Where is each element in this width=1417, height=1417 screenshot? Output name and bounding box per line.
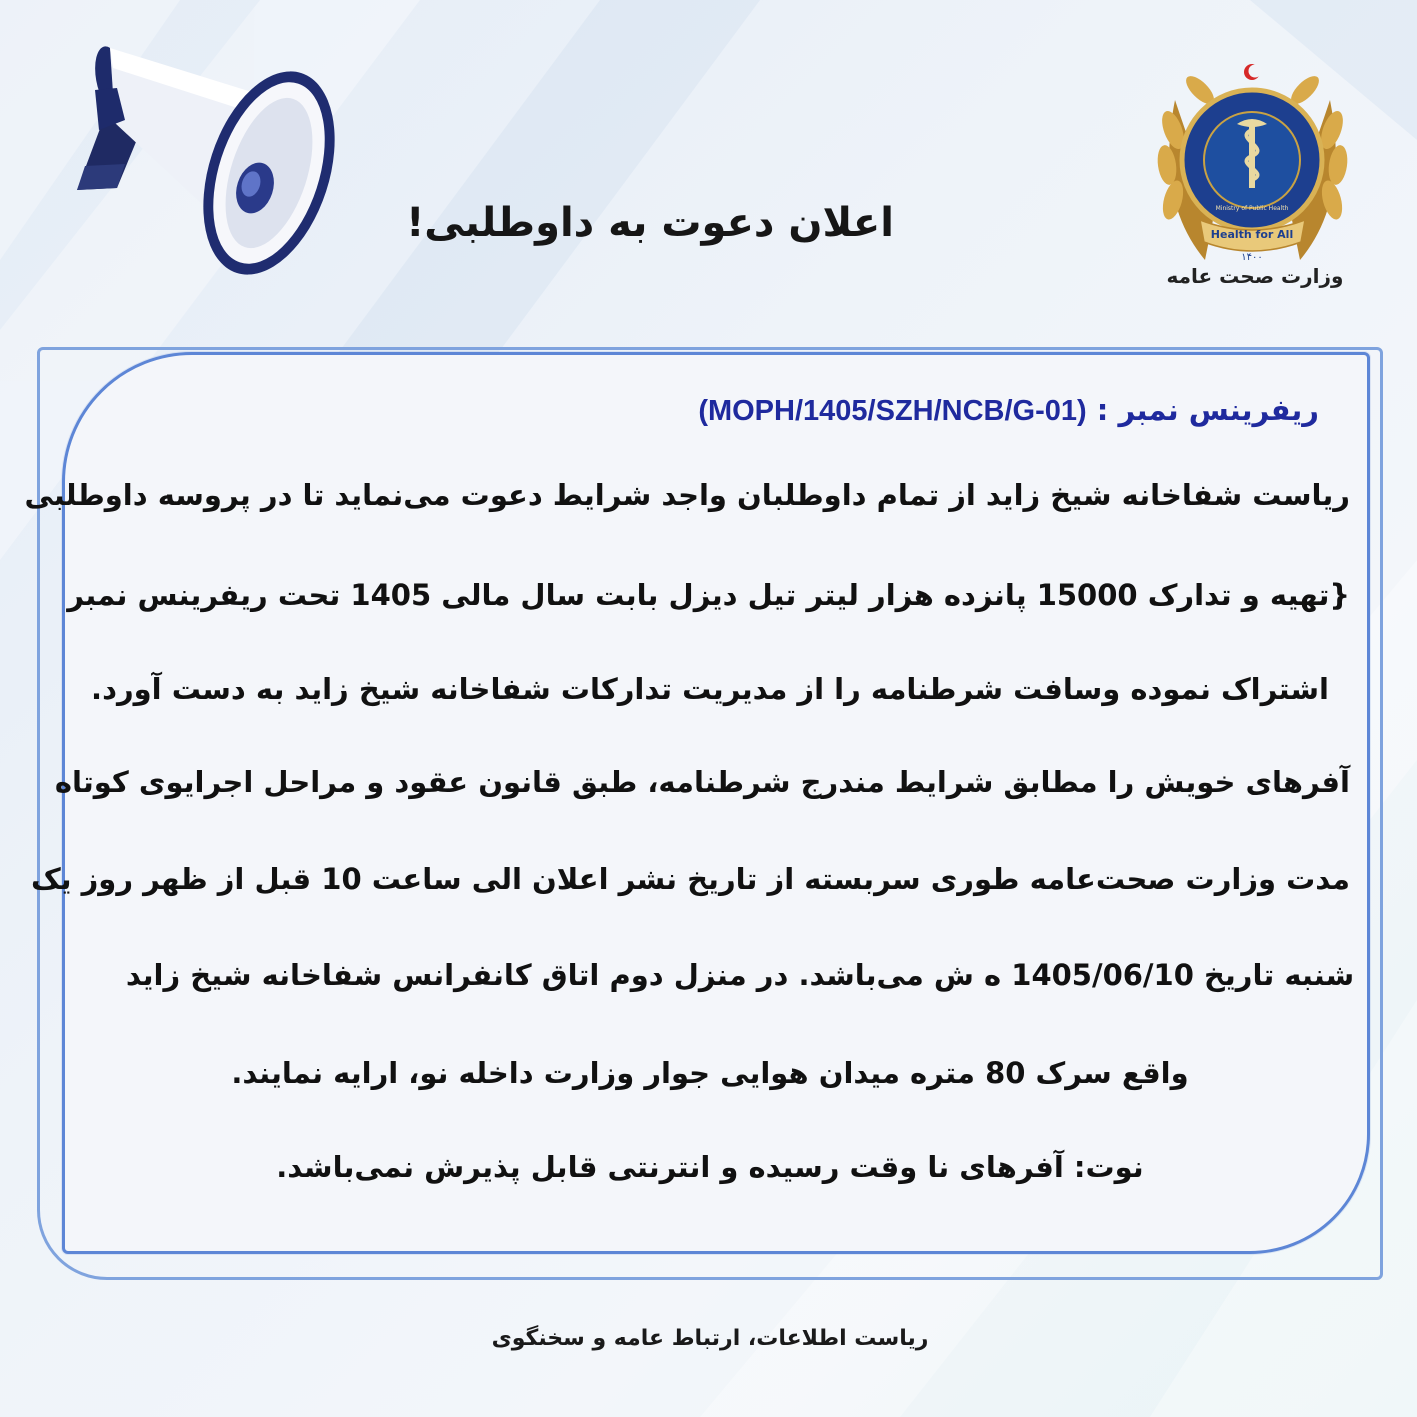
logo-year: ۱۴۰۰	[1241, 252, 1263, 263]
logo-ministry-en: Ministry of Public Health	[1215, 205, 1289, 212]
notice-note: نوت: آفرهای نا وقت رسیده و انترنتی قابل پذیرش نمی‌باشد.	[276, 1150, 1144, 1184]
notice-line-7: واقع سرک 80 متره میدان هوایی جوار وزارت داخله نو، ارایه نمایند.	[231, 1056, 1189, 1090]
ministry-label: وزارت صحت عامه	[1166, 264, 1344, 288]
notice-line-6: شنبه تاریخ 1405/06/10 ه ش می‌باشد. در منزل دوم اتاق کانفرانس شفاخانه شیخ زاید	[125, 958, 1355, 992]
reference-line	[698, 393, 1319, 428]
ministry-emblem-icon	[1145, 60, 1360, 275]
notice-line-4: آفرهای خویش را مطابق شرایط مندرج شرطنامه، طبق قانون عقود و مراحل اجرایوی کوتاه	[54, 765, 1350, 799]
page-title: اعلان دعوت به داوطلبی!	[406, 200, 894, 246]
notice-line-5: مدت وزارت صحت‌عامه طوری سربسته از تاریخ نشر اعلان الی ساعت 10 قبل از ظهر روز یک	[30, 862, 1350, 896]
notice-line-2: {تهیه و تدارک 15000 پانزده هزار لیتر تیل دیزل بابت سال مالی 1405 تحت ریفرینس نمبر	[67, 578, 1350, 612]
logo-motto: Health for All	[1210, 228, 1294, 241]
reference-code: (MOPH/1405/SZH/NCB/G-01)	[698, 395, 1087, 427]
notice-line-1: ریاست شفاخانه شیخ زاید از تمام داوطلبان واجد شرایط دعوت می‌نماید تا در پروسه داوطلبی	[24, 478, 1350, 512]
footer-department: ریاست اطلاعات، ارتباط عامه و سخنگوی	[491, 1326, 929, 1351]
notice-line-3: اشتراک نموده وسافت شرطنامه را از مدیریت تدارکات شفاخانه شیخ زاید به دست آورد.	[91, 672, 1329, 706]
megaphone-icon	[55, 38, 345, 288]
reference-label: ریفرینس نمبر :	[1096, 393, 1319, 427]
